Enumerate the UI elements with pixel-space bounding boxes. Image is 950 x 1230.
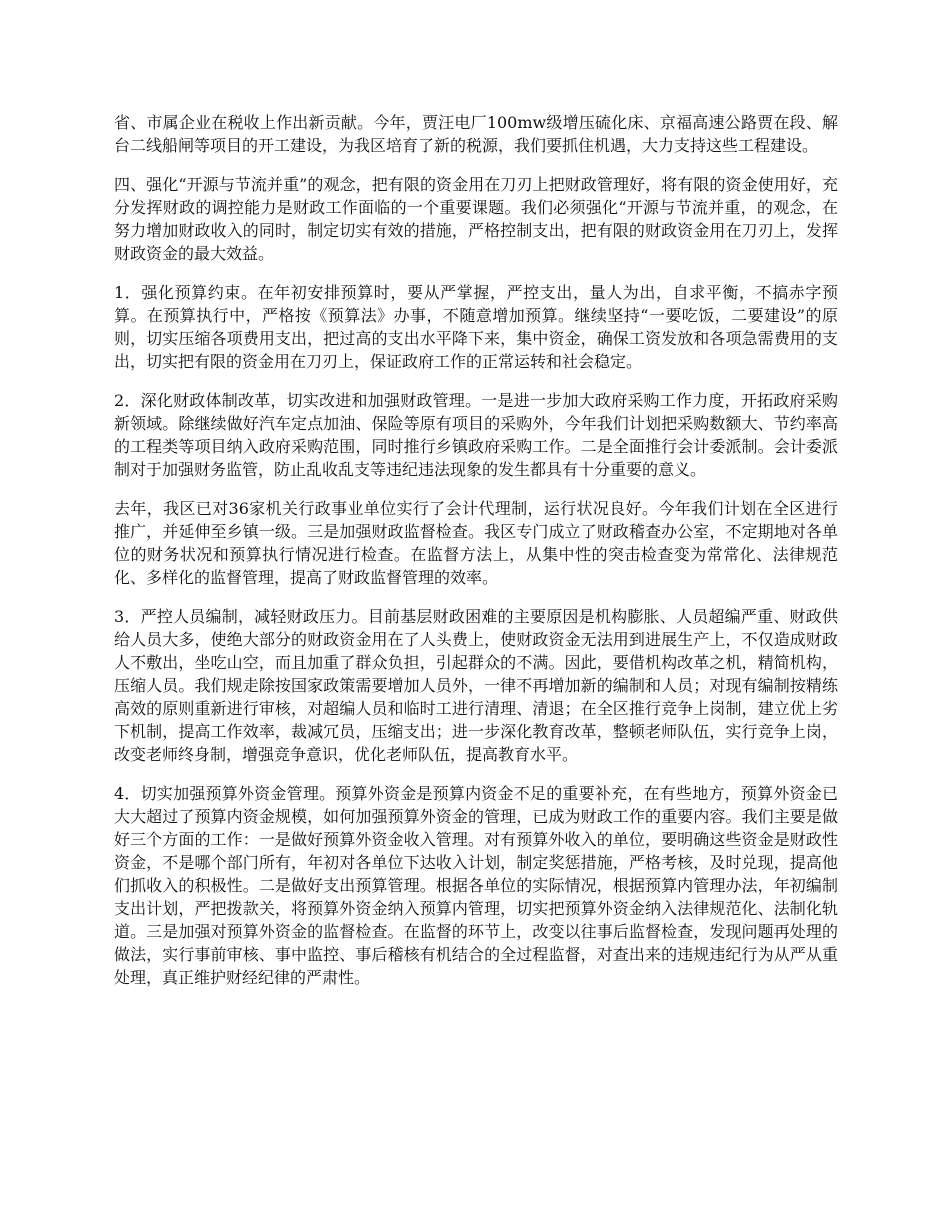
- paragraph-fiscal-reform: 2．深化财政体制改革，切实改进和加强财政管理。一是进一步加大政府采购工作力度，开拓政府采购新领域。除继续做好汽车定点加油、保险等原有项目的采购外，今年我们计划把采购数额大、节约率高的工程类等项目纳入政府采购范围，同时推行乡镇政府采购工作。二是全面推行会计委派制。会计委派制对于加强财务监管，防止乱收乱支等违纪违法现象的发生都具有十分重要的意义。: [114, 391, 838, 479]
- paragraph-tax-revenue: 省、市属企业在税收上作出新贡献。今年，贾汪电厂100mw级增压硫化床、京福高速公路贾在段、解台二线船闸等项目的开工建设，为我区培育了新的税源，我们要抓住机遇，大力支持这些工程建设。: [114, 113, 838, 155]
- paragraph-budget-constraint: 1．强化预算约束。在年初安排预算时，要从严掌握，严控支出，量人为出，自求平衡，不搞赤字预算。在预算执行中，严格按《预算法》办事，不随意增加预算。继续坚持“一要吃饭，二要建设”的原则，切实压缩各项费用支出，把过高的支出水平降下来，集中资金，确保工资发放和各项急需费用的支出，切实把有限的资金用在刀刃上，保证政府工作的正常运转和社会稳定。: [114, 283, 838, 371]
- paragraph-staff-control: 3．严控人员编制，减轻财政压力。目前基层财政困难的主要原因是机构膨胀、人员超编严重、财政供给人员大多，使绝大部分的财政资金用在了人头费上，使财政资金无法用到进展生产上，不仅造成财政人不敷出，坐吃山空，而且加重了群众负担，引起群众的不满。因此，要借机构改革之机，精简机构，压缩人员。我们规走除按国家政策需要增加人员外，一律不再增加新的编制和人员；对现有编制按精练高效的原则重新进行审核，对超编人员和临时工进行清理、清退；在全区推行竞争上岗制，建立优上劣下机制，提高工作效率，裁减冗员，压缩支出；进一步深化教育改革，整顿老师队伍，实行竞争上岗，改变老师终身制，增强竞争意识，优化老师队伍，提高教育水平。: [114, 607, 838, 764]
- document-body: [114, 111, 838, 1005]
- paragraph-open-source-save: 四、强化“开源与节流并重”的观念，把有限的资金用在刀刃上把财政管理好，将有限的资金使用好，充分发挥财政的调控能力是财政工作面临的一个重要课题。我们必须强化“开源与节流并重，的观念，在努力增加财政收入的同时，制定切实有效的措施，严格控制支出，把有限的财政资金用在刀刃上，发挥财政资金的最大效益。: [114, 175, 838, 263]
- paragraph-accounting-agency: 去年，我区已对36家机关行政事业单位实行了会计代理制，运行状况良好。今年我们计划在全区进行推广，并延伸至乡镇一级。三是加强财政监督检查。我区专门成立了财政稽查办公室，不定期地对各单位的财务状况和预算执行情况进行检查。在监督方法上，从集中性的突击检查变为常常化、法律规范化、多样化的监督管理，提高了财政监督管理的效率。: [114, 499, 838, 587]
- paragraph-extra-budget-funds: 4．切实加强预算外资金管理。预算外资金是预算内资金不足的重要补充，在有些地方，预算外资金已大大超过了预算内资金规模，如何加强预算外资金的管理，已成为财政工作的重要内容。我们主要是做好三个方面的工作：一是做好预算外资金收入管理。对有预算外收入的单位，要明确这些资金是财政性资金，不是哪个部门所有，年初对各单位下达收入计划，制定奖惩措施，严格考核，及时兑现，提高他们抓收入的积极性。二是做好支出预算管理。根据各单位的实际情况，根据预算内管理办法，年初编制支出计划，严把拨款关，将预算外资金纳入预算内管理，切实把预算外资金纳入法律规范化、法制化轨道。三是加强对预算外资金的监督检查。在监督的环节上，改变以往事后监督检查，发现问题再处理的做法，实行事前审核、事中监控、事后稽核有机结合的全过程监督，对查出来的违规违纪行为从严从重处理，真正维护财经纪律的严肃性。: [114, 784, 838, 987]
